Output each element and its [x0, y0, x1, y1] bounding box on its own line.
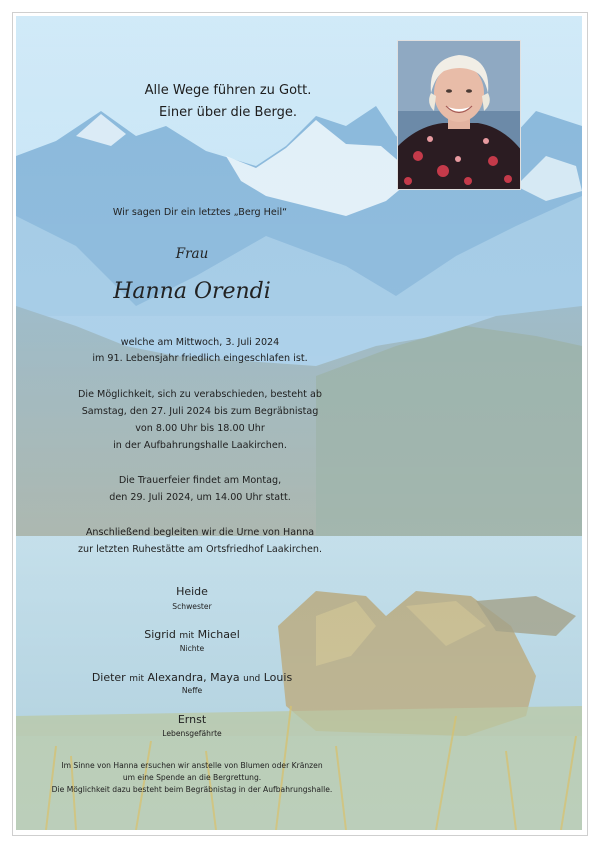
mourner-sigrid-joiner: mit [179, 631, 195, 641]
mourner-dieter-name: Dieter [91, 671, 126, 684]
salutation: Frau [175, 246, 209, 262]
footer-line-2: um eine Spende an die Bergrettung. [122, 773, 262, 782]
death-notice-line-1: welche am Mittwoch, 3. Juli 2024 [120, 337, 280, 348]
burial-line-2: zur letzten Ruhestätte am Ortsfriedhof Laakirchen. [77, 544, 323, 555]
motto-line-2: Einer über die Berge. [159, 105, 297, 120]
mourner-dieter [92, 671, 292, 684]
mourner-heide-relation: Schwester [172, 602, 212, 611]
mourner-michael-name: Michael [197, 628, 240, 641]
mourner-dieter-joiner: mit [129, 674, 145, 684]
mourner-ernst-relation: Lebensgefährte [162, 729, 222, 738]
farewell-line: Wir sagen Dir ein letztes „Berg Heil“ [112, 207, 288, 218]
deceased-name: Hanna Orendi [113, 279, 271, 304]
mourner-sigrid [144, 628, 240, 641]
viewing-line-4: in der Aufbahrungshalle Laakirchen. [113, 440, 287, 451]
footer-line-3: Die Möglichkeit dazu besteht beim Begräbnistag in der Aufbahrungshalle. [51, 785, 333, 794]
burial-line-1: Anschließend begleiten wir die Urne von Hanna [85, 527, 315, 538]
mourner-alexandra-maya-name: Alexandra, Maya [147, 671, 240, 684]
mourner-ernst: Ernst [177, 713, 207, 726]
mourner-heide: Heide [176, 585, 208, 598]
viewing-line-1: Die Möglichkeit, sich zu verabschieden, besteht ab [78, 389, 322, 400]
ceremony-line-1: Die Trauerfeier findet am Montag, [118, 475, 282, 486]
mourner-sigrid-name: Sigrid [144, 628, 176, 641]
obituary-content [16, 16, 582, 830]
mourner-dieter-relation: Neffe [181, 686, 203, 695]
ceremony-line-2: den 29. Juli 2024, um 14.00 Uhr statt. [109, 492, 291, 503]
viewing-line-3: von 8.00 Uhr bis 18.00 Uhr [135, 423, 265, 434]
death-notice-line-2: im 91. Lebensjahr friedlich eingeschlafen ist. [92, 353, 308, 364]
mourner-louis-name: Louis [263, 671, 293, 684]
footer-line-1: Im Sinne von Hanna ersuchen wir anstelle von Blumen oder Kränzen [61, 761, 323, 770]
motto-line-1: Alle Wege führen zu Gott. [144, 83, 312, 98]
viewing-line-2: Samstag, den 27. Juli 2024 bis zum Begräbnistag [81, 406, 319, 417]
mourner-dieter-joiner-2: und [243, 674, 261, 684]
mourner-sigrid-relation: Nichte [179, 644, 205, 653]
